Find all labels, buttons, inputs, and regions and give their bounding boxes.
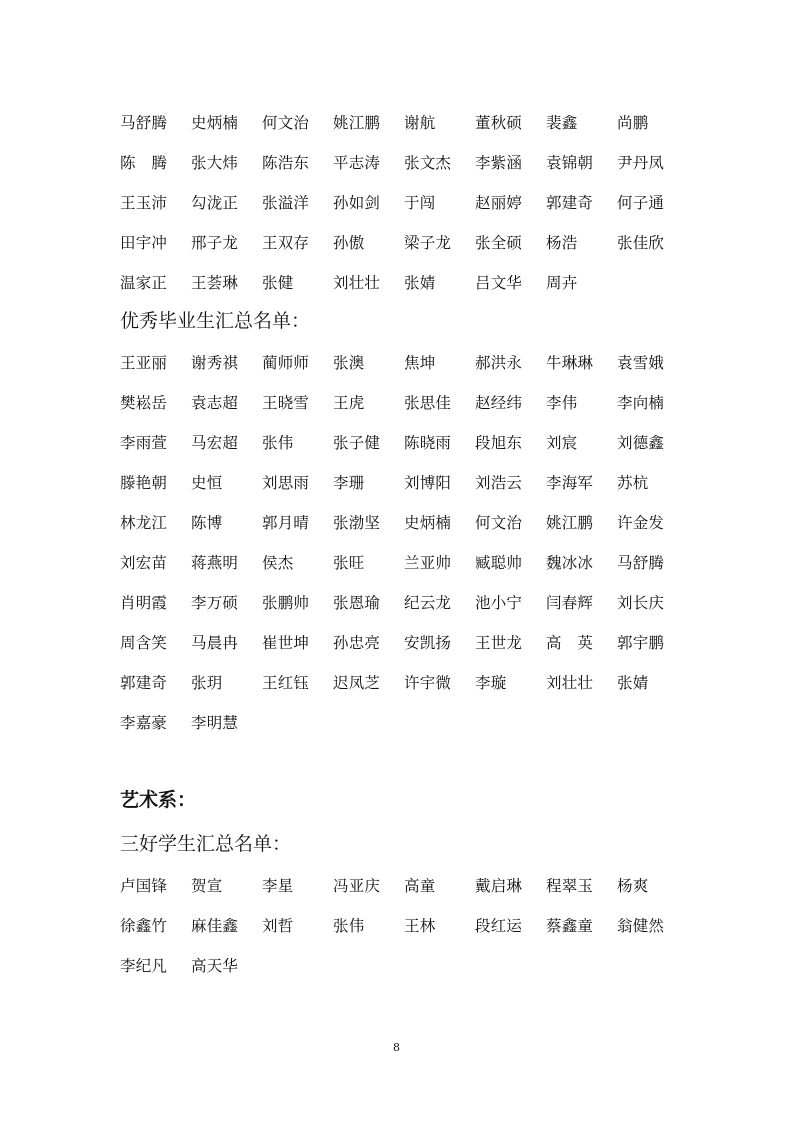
- student-name: 段红运: [475, 917, 523, 935]
- student-name: 许宇微: [404, 674, 452, 692]
- student-name: 肖明霞: [120, 594, 168, 612]
- name-row: [120, 703, 700, 743]
- student-name: 张子健: [333, 434, 381, 452]
- student-name: 张澳: [333, 354, 365, 372]
- student-name: 徐鑫竹: [120, 917, 168, 935]
- student-name: 王林: [404, 917, 436, 935]
- student-name: 陈浩东: [262, 154, 310, 172]
- name-row: [120, 866, 700, 906]
- name-row: [120, 543, 700, 583]
- name-row: [120, 223, 700, 263]
- student-name: 袁雪娥: [617, 354, 665, 372]
- student-name: 侯杰: [262, 554, 294, 572]
- student-name: 程翠玉: [546, 877, 594, 895]
- student-name: 王亚丽: [120, 354, 168, 372]
- student-name: 郭建奇: [120, 674, 168, 692]
- student-name: 吕文华: [475, 274, 523, 292]
- name-row: [120, 423, 700, 463]
- student-name: 苏杭: [617, 474, 649, 492]
- student-name: 刘浩云: [475, 474, 523, 492]
- name-row: [120, 383, 700, 423]
- name-row: [120, 103, 700, 143]
- name-row: [120, 263, 700, 303]
- student-name: 李璇: [475, 674, 507, 692]
- student-name: 麻佳鑫: [191, 917, 239, 935]
- student-name: 裴鑫: [546, 114, 578, 132]
- student-name: 卢国锋: [120, 877, 168, 895]
- student-name: 高 英: [546, 634, 594, 652]
- student-name: 张伟: [333, 917, 365, 935]
- student-name: 张恩瑜: [333, 594, 381, 612]
- student-name: 尚鹏: [617, 114, 649, 132]
- student-name: 何子通: [617, 194, 665, 212]
- student-name: 迟凤芝: [333, 674, 381, 692]
- name-row: [120, 583, 700, 623]
- student-name: 王晓雪: [262, 394, 310, 412]
- student-name: 李伟: [546, 394, 578, 412]
- student-name: 安凯扬: [404, 634, 452, 652]
- name-row: [120, 503, 700, 543]
- student-name: 蔡鑫童: [546, 917, 594, 935]
- student-name: 池小宁: [475, 594, 523, 612]
- student-name: 刘宏苗: [120, 554, 168, 572]
- student-name: 袁志超: [191, 394, 239, 412]
- student-name: 赵丽婷: [475, 194, 523, 212]
- student-name: 李向楠: [617, 394, 665, 412]
- student-name: 刘博阳: [404, 474, 452, 492]
- student-name: 段旭东: [475, 434, 523, 452]
- student-name: 陈晓雨: [404, 434, 452, 452]
- student-name: 刘壮壮: [546, 674, 594, 692]
- student-name: 何文治: [475, 514, 523, 532]
- student-name: 平志涛: [333, 154, 381, 172]
- student-name: 马舒腾: [120, 114, 168, 132]
- student-name: 李明慧: [191, 714, 239, 732]
- student-name: 梁子龙: [404, 234, 452, 252]
- three-good-students-heading: 三好学生汇总名单：: [120, 833, 292, 855]
- name-row: [120, 343, 700, 383]
- student-name: 谢航: [404, 114, 436, 132]
- student-name: 马晨冉: [191, 634, 239, 652]
- student-name: 牛琳琳: [546, 354, 594, 372]
- student-name: 李紫涵: [475, 154, 523, 172]
- student-name: 张伟: [262, 434, 294, 452]
- student-name: 张婧: [404, 274, 436, 292]
- student-name: 王荟琳: [191, 274, 239, 292]
- student-name: 杨爽: [617, 877, 649, 895]
- student-name: 许金发: [617, 514, 665, 532]
- student-name: 王玉沛: [120, 194, 168, 212]
- student-name: 张大炜: [191, 154, 239, 172]
- name-row: [120, 183, 700, 223]
- student-name: 袁锦朝: [546, 154, 594, 172]
- student-name: 臧聪帅: [475, 554, 523, 572]
- student-name: 史炳楠: [404, 514, 452, 532]
- art-department-title: 艺术系：: [120, 789, 197, 811]
- student-name: 温家正: [120, 274, 168, 292]
- student-name: 李海军: [546, 474, 594, 492]
- student-name: 邢子龙: [191, 234, 239, 252]
- student-name: 王红钰: [262, 674, 310, 692]
- page-number: 8: [393, 1041, 400, 1054]
- student-name: 勾泷正: [191, 194, 239, 212]
- student-name: 翁健然: [617, 917, 665, 935]
- student-name: 焦坤: [404, 354, 436, 372]
- student-name: 李珊: [333, 474, 365, 492]
- student-name: 樊崧岳: [120, 394, 168, 412]
- student-name: 张全硕: [475, 234, 523, 252]
- student-name: 于闯: [404, 194, 436, 212]
- student-name: 王双存: [262, 234, 310, 252]
- student-name: 张玥: [191, 674, 223, 692]
- name-row: [120, 663, 700, 703]
- student-name: 杨浩: [546, 234, 578, 252]
- student-name: 周卉: [546, 274, 578, 292]
- student-name: 周含笑: [120, 634, 168, 652]
- student-name: 郝洪永: [475, 354, 523, 372]
- student-name: 戴启琳: [475, 877, 523, 895]
- student-name: 李纪凡: [120, 957, 168, 975]
- student-name: 孙如剑: [333, 194, 381, 212]
- student-name: 陈 腾: [120, 154, 168, 172]
- name-row: [120, 623, 700, 663]
- student-name: 姚江鹏: [546, 514, 594, 532]
- student-name: 史炳楠: [191, 114, 239, 132]
- student-name: 姚江鹏: [333, 114, 381, 132]
- student-name: 魏冰冰: [546, 554, 594, 572]
- name-row: [120, 946, 700, 986]
- student-name: 张思佳: [404, 394, 452, 412]
- student-name: 孙忠亮: [333, 634, 381, 652]
- student-name: 纪云龙: [404, 594, 452, 612]
- student-name: 高天华: [191, 957, 239, 975]
- three-good-students-list: [120, 866, 700, 986]
- student-name: 蒋燕明: [191, 554, 239, 572]
- excellent-graduates-heading: 优秀毕业生汇总名单：: [120, 310, 311, 332]
- student-name: 贺宣: [191, 877, 223, 895]
- student-name: 张婧: [617, 674, 649, 692]
- student-name: 张溢洋: [262, 194, 310, 212]
- student-name: 冯亚庆: [333, 877, 381, 895]
- student-name: 滕艳朝: [120, 474, 168, 492]
- student-name: 刘宸: [546, 434, 578, 452]
- excellent-graduates-list: [120, 343, 700, 743]
- student-name: 张佳欣: [617, 234, 665, 252]
- name-row: [120, 906, 700, 946]
- student-name: 尹丹凤: [617, 154, 665, 172]
- student-name: 田宇冲: [120, 234, 168, 252]
- student-name: 高童: [404, 877, 436, 895]
- student-name: 李万硕: [191, 594, 239, 612]
- student-name: 张旺: [333, 554, 365, 572]
- student-name: 王世龙: [475, 634, 523, 652]
- student-name: 马舒腾: [617, 554, 665, 572]
- student-name: 李星: [262, 877, 294, 895]
- student-name: 刘长庆: [617, 594, 665, 612]
- student-name: 刘思雨: [262, 474, 310, 492]
- student-name: 崔世坤: [262, 634, 310, 652]
- student-name: 王虎: [333, 394, 365, 412]
- student-name: 张渤坚: [333, 514, 381, 532]
- student-name: 闫春辉: [546, 594, 594, 612]
- name-list-continued: [120, 103, 700, 303]
- student-name: 郭宇鹏: [617, 634, 665, 652]
- student-name: 郭建奇: [546, 194, 594, 212]
- name-row: [120, 143, 700, 183]
- student-name: 刘德鑫: [617, 434, 665, 452]
- student-name: 马宏超: [191, 434, 239, 452]
- student-name: 蔺师师: [262, 354, 310, 372]
- student-name: 赵经纬: [475, 394, 523, 412]
- student-name: 孙傲: [333, 234, 365, 252]
- student-name: 董秋硕: [475, 114, 523, 132]
- student-name: 李嘉豪: [120, 714, 168, 732]
- student-name: 刘哲: [262, 917, 294, 935]
- student-name: 刘壮壮: [333, 274, 381, 292]
- student-name: 谢秀祺: [191, 354, 239, 372]
- student-name: 张文杰: [404, 154, 452, 172]
- student-name: 何文治: [262, 114, 310, 132]
- student-name: 兰亚帅: [404, 554, 452, 572]
- student-name: 史恒: [191, 474, 223, 492]
- name-row: [120, 463, 700, 503]
- student-name: 陈博: [191, 514, 223, 532]
- student-name: 张鹏帅: [262, 594, 310, 612]
- student-name: 林龙江: [120, 514, 168, 532]
- student-name: 张健: [262, 274, 294, 292]
- student-name: 李雨萱: [120, 434, 168, 452]
- student-name: 郭月晴: [262, 514, 310, 532]
